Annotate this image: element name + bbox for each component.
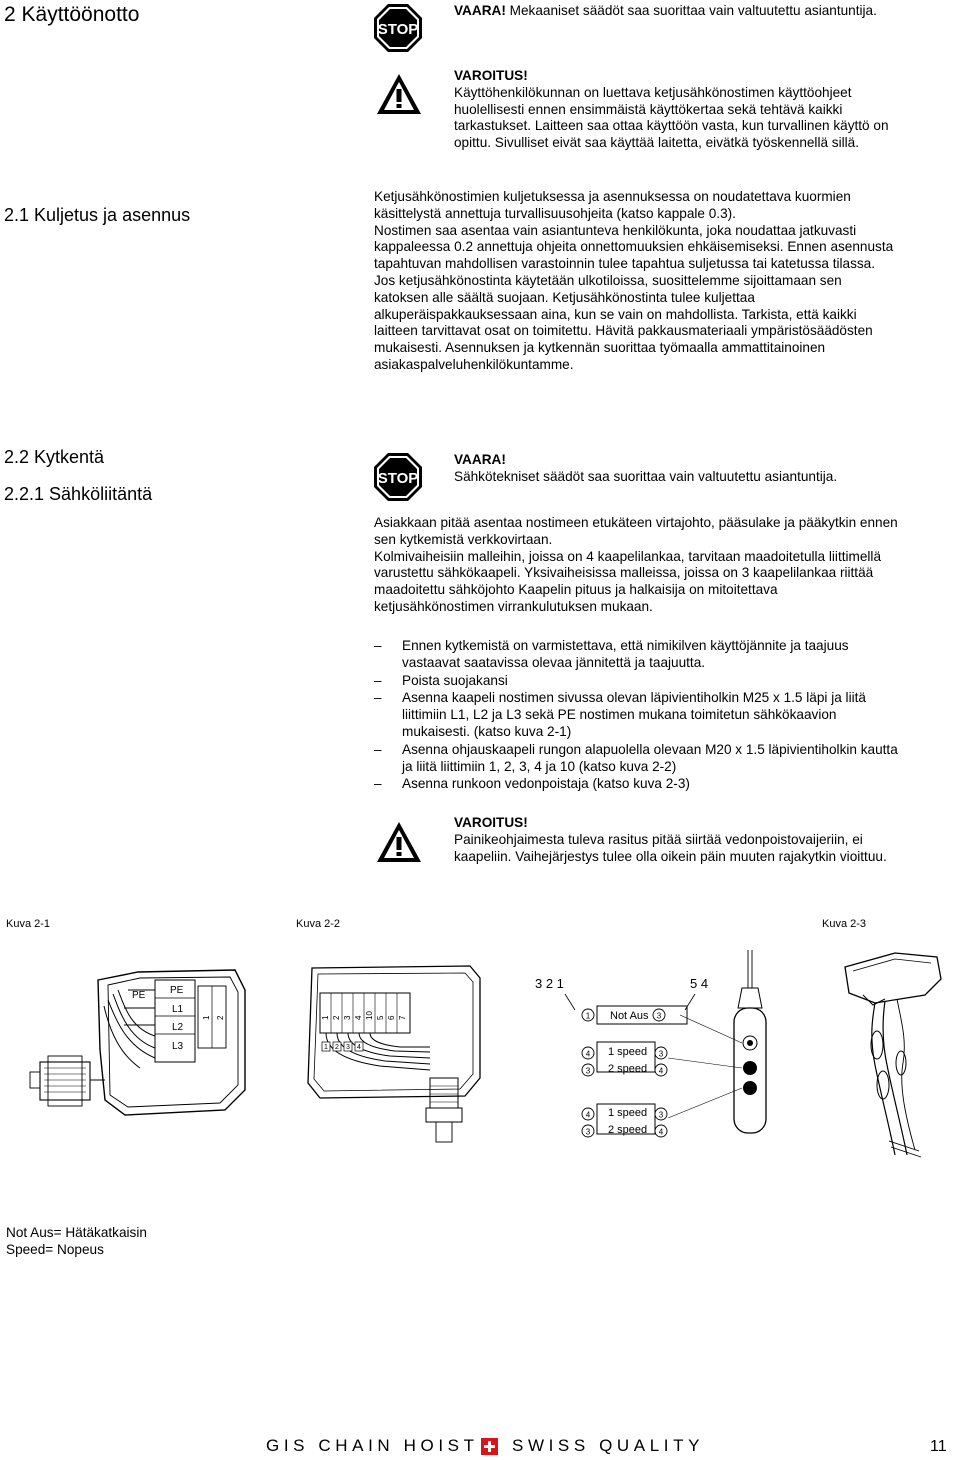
switch-contact-number: 3 [656,1011,662,1021]
section-subtitle-2-2-1: 2.2.1 Sähköliitäntä [4,484,153,504]
body-line: tapahtuvan mahdollisen varastoinnin tulee tapahtua suljetussa tai katetussa tilassa. [374,256,876,272]
svg-text:STOP: STOP [377,470,419,487]
figure-caption-2-1: Kuva 2-1 [6,918,51,930]
list-item [374,776,934,793]
figure-2-2-control-terminal-drawing [300,948,800,1158]
body-line: käsittelystä annettuja turvallisuusohjeita (katso kappale 0.3). [374,205,736,221]
terminal-label: 4 [354,1015,363,1020]
abbreviation-legend [6,1225,147,1259]
figure-2-3-strain-relief-drawing [815,945,955,1175]
switch-contact-number: 3 [585,1127,591,1137]
label-l3: L3 [172,1041,184,1052]
warning-triangle-icon [375,820,423,864]
body-line: ketjusähkönostimen virrankulutuksen mukaan. [374,598,653,614]
terminal-label: 5 [376,1015,385,1020]
warning-notice-1 [454,68,954,152]
switch-contact-number: 3 [585,1066,591,1076]
label-l2: L2 [172,1022,184,1033]
switch-row-label: 1 speed [608,1107,648,1119]
wire-mark: 3 [346,1044,350,1051]
body-line: katoksen alle säältä suojaan. Ketjusähkönostinta tulee kuljettaa [374,289,755,305]
section-title-2-2: 2.2 Kytkentä [4,447,105,467]
warning-line: kaapeliin. Vaihejärjestys tulee olla oikein päin muuten rajakytkin vioittuu. [454,848,887,864]
warning-notice-2 [454,815,954,865]
terminal-label: 1 [321,1015,330,1020]
warning-line: Painikeohjaimesta tuleva rasitus pitää siirtää vedonpoistovaijeriin, ei [454,831,863,847]
chapter-title: 2 Käyttöönotto [4,3,140,26]
list-item [374,742,934,776]
svg-text:STOP: STOP [377,21,419,38]
body-line: maadoitettu sähköjohto Kaapelin pituus ja halkaisija on mitoitettava [374,582,778,598]
switch-numbers-right: 5 4 [690,976,709,991]
switch-row-label: Not Aus [610,1010,649,1022]
body-line: Jos ketjusähkönostinta käytetään ulkotiloissa, suosittelemme sijoittamaan sen [374,272,842,288]
swiss-cross-icon [481,1438,498,1455]
step-line: vastaavat saatavissa olevaa jännitettä ja taajuutta. [402,654,706,670]
switch-contact-number: 4 [658,1066,664,1076]
step-line: – Asenna ohjauskaapeli rungon alapuolella olevaan M20 x 1.5 läpivientiholkin kautta [402,741,898,757]
body-line: Nostimen saa asentaa vain asiantunteva henkilökunta, joka noudattaa jatkuvasti [374,222,857,238]
danger-text: Mekaaniset säädöt saa suorittaa vain valtuutettu asiantuntija. [509,3,877,18]
section-2-1-body [374,189,944,374]
body-line: Ketjusähkönostimien kuljetuksessa ja asennuksessa on noudatettava kuormien [374,189,851,204]
terminal-label: 2 [332,1015,341,1020]
stop-sign-icon [373,452,423,502]
figure-caption-2-3: Kuva 2-3 [822,918,867,930]
body-line: mukaisesti. Asennuksen ja kytkennän suorittaa työmaalla ammattitainoinen [374,340,826,356]
page-number: 11 [930,1438,947,1455]
warning-label: VAROITUS! [454,68,528,83]
label-pe-outer: PE [132,990,146,1001]
step-line: – Poista suojakansi [402,672,508,688]
warning-triangle-icon [375,72,423,116]
warning-label: VAROITUS! [454,815,528,830]
step-line: – Asenna kaapeli nostimen sivussa olevan läpivientiholkin M25 x 1.5 läpi ja liitä [402,690,866,706]
wire-mark: 1 [324,1044,328,1051]
label-pe: PE [170,985,184,996]
list-item [374,690,934,740]
label-terminal-1: 1 [202,1015,211,1020]
legend-line: Not Aus= Hätäkatkaisin [6,1225,147,1240]
figure-2-1-power-terminal-drawing [20,950,250,1125]
switch-contact-number: 4 [585,1110,591,1120]
switch-numbers-left: 3 2 1 [535,976,564,991]
danger-text: Sähkötekniset säädöt saa suorittaa vain valtuutettu asiantuntija. [454,468,838,484]
terminal-label: 3 [343,1015,352,1020]
label-l1: L1 [172,1004,184,1015]
body-line: Kolmivaiheisiin malleihin, joissa on 4 kaapelilankaa, tarvitaan maadoitetulla liittimellä [374,548,882,564]
body-line: kappaleessa 0.2 annettuja ohjeita onnettomuuksien ehkäisemiseksi. Ennen asennusta [374,239,894,255]
step-line: – Asenna runkoon vedonpoistaja (katso kuva 2-3) [402,776,690,792]
section-2-2-paragraph [374,515,954,616]
footer-brand-right: SWISS QUALITY [512,1436,705,1455]
wire-mark: 4 [357,1044,361,1051]
label-terminal-2: 2 [216,1015,225,1020]
danger-label: VAARA! [454,3,506,18]
terminal-label: 10 [365,1011,374,1020]
step-line: liittimiin L1, L2 ja L3 sekä PE nostimen mukana toimitetun sähkökaavion [402,707,837,723]
body-line: asiakaspalveluhenkilökuntamme. [374,356,574,372]
step-line: ja liitä liittimiin 1, 2, 3, 4 ja 10 (katso kuva 2-2) [402,758,677,774]
switch-contact-number: 4 [658,1127,664,1137]
terminal-label: 6 [387,1015,396,1020]
body-line: sen kytkemistä verkkovirtaan. [374,531,553,547]
danger-label: VAARA! [454,452,506,467]
body-line: laitteen tarvittavat osat on toimitettu. Hävitä pakkausmateriaali ympäristösäädösten [374,323,873,339]
installation-steps [374,638,934,794]
danger-notice-2 [454,452,954,486]
body-line: Asiakkaan pitää asentaa nostimeen etukäteen virtajohto, pääsulake ja pääkytkin ennen [374,515,898,530]
list-item [374,638,934,672]
footer-brand-left: GIS CHAIN HOIST [266,1436,479,1455]
switch-contact-number: 3 [658,1110,664,1120]
switch-row-label: 2 speed [608,1063,648,1075]
section-title-2-1: 2.1 Kuljetus ja asennus [4,205,191,225]
switch-row-label: 2 speed [608,1124,648,1136]
warning-line: tarkastukset. Laitteen saa ottaa käyttöön vasta, kun turvallinen käyttö on [454,118,889,134]
switch-row-label: 1 speed [608,1046,648,1058]
figure-caption-2-2: Kuva 2-2 [296,918,341,930]
step-line: mukaisesti. (katso kuva 2-1) [402,723,572,739]
switch-contact-number: 3 [658,1049,664,1059]
danger-notice-1 [454,3,954,20]
terminal-label: 7 [398,1015,407,1020]
switch-contact-number: 1 [585,1011,591,1021]
legend-line: Speed= Nopeus [6,1241,104,1257]
body-line: alkuperäispakkauksessaan aina, kun se vain on mahdollista. Tarkista, että kaikki [374,306,857,322]
wire-mark: 2 [335,1044,339,1051]
step-line: – Ennen kytkemistä on varmistettava, että nimikilven käyttöjännite ja taajuus [402,638,849,653]
body-line: varustettu sähkökaapeli. Yksivaiheisissa malleissa, joissa on 3 kaapelilankaa riittää [374,565,874,581]
switch-contact-number: 4 [585,1049,591,1059]
warning-line: opittu. Sivulliset eivät saa käyttää laitetta, eivätkä työskennellä sillä. [454,135,860,151]
warning-line: Käyttöhenkilökunnan on luettava ketjusähkönostimen käyttöohjeet [454,84,852,100]
warning-line: huolellisesti ennen ensimmäistä käyttökertaa sekä tehtävä kaikki [454,101,843,117]
list-item [374,673,934,690]
stop-sign-icon [373,3,423,53]
